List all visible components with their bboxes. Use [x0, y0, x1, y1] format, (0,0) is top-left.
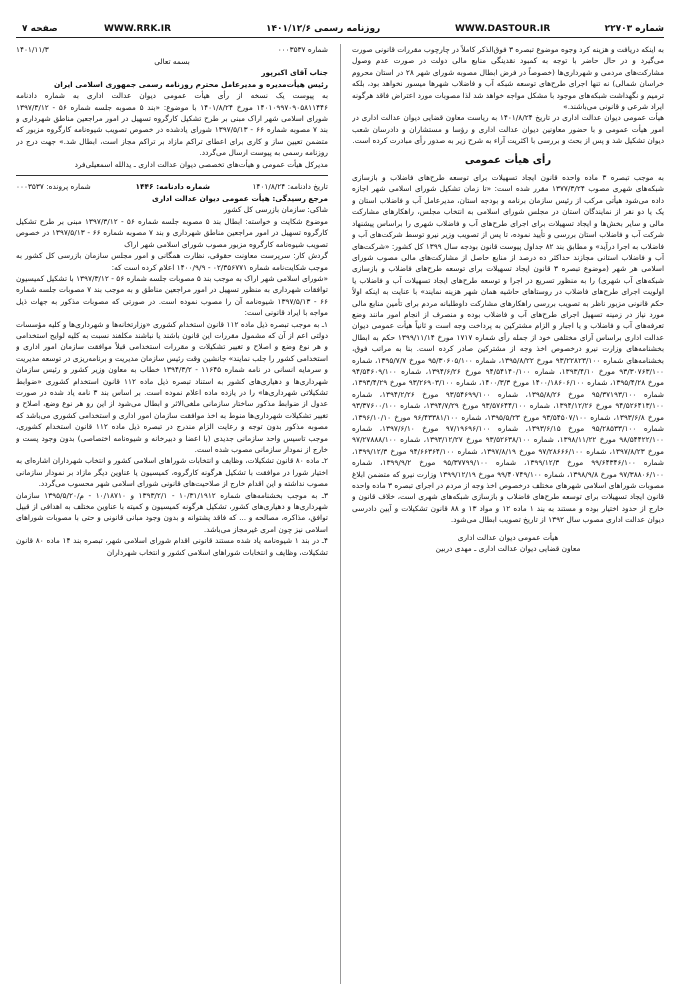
complaint-quote: «شورای اسلامی شهر اراک به موجب بند ۵ مصوبات جلسه شماره ۵۶ - ۱۳۹۷/۳/۱۲ با تشکیل کمیسیون توافقات شهرداری به منظور تسهیل در امور مراجعین مناطق و به موجب بند ۷ مصوبات جلسه شماره ۶۶ - ۱۳۹۷/۵/۱۳ شیوه‌نامه آن را مصوب نموده است. در صورتی که مصوبات مذکور به جهات ذیل مواجه با ایراد قانونی است: — [16, 273, 328, 318]
signature-body: هیأت عمومی دیوان عدالت اداری — [457, 532, 559, 542]
right-column — [352, 44, 664, 984]
signature-name: معاون قضایی دیوان عدالت اداری ـ مهدی دربین — [435, 544, 581, 554]
complaint-point-3: ۳ـ به موجب بخشنامه‌های شماره ۱۰/۳۱/۱۹۱۲ - ۱۳۹۳/۲/۱ و ۱۰/۱۸۷۱۰ - م/۱۳۹۵/۵/۲۰ سازمان شهرداری‌ها و دهیاری‌های کشور، تشکیل هرگونه کمیسیون و کمیته با عناوین مختلف به اهدافی از قبیل توافق، مذاکره، مصالحه و ... که فاقد پشتوانه و بدون وجود مبانی قانونی و حتی با مصوبات شوراهای اسلامی نیز چون امری غیرمجاز می‌باشد. — [16, 490, 328, 534]
letter-meta — [16, 44, 328, 56]
complaint-point-4: ۴ـ در بند ۱ شیوه‌نامه یاد شده مستند قانونی اقدام شورای اسلامی شهر، تبصره بند ۱۴ ماده ۸۰ قانون تشکیلات، وظایف و انتخابات شوراهای اسلامی کشور و انتخاب شهرداران — [16, 536, 328, 557]
proceedings: گردش کار: سرپرست معاونت حقوقی، نظارت همگانی و امور مجلس سازمان بازرسی کل کشور به موجب شکایت‌نامه شماره ۰۲/۳۵۶۷۷۱ - ۱۴۰۰/۹/۹ اعلام کرده است که: — [16, 251, 328, 272]
column-divider — [340, 44, 341, 984]
page-number: صفحه ۷ — [22, 24, 58, 34]
verdict-heading: رأی هیأت عمومی — [464, 154, 552, 166]
complaint-point-1: ۱ـ به موجب تبصره ذیل ماده ۱۱۲ قانون استخدام کشوری «وزارتخانه‌ها و شهرداری‌ها و کلیه مؤسسات دولتی اعم از آن که مشمول مقررات این قانون باشند یا نباشند مکلفند نسبت به کلیه لوایح استخدامی و هر نوع وضع و اصلاح و تغییر تشکیلات و مقررات استخدامی قبلاً موافقت سازمان امور اداری و استخدامی کشور را جلب نمایند» جانشین وقت رئیس سازمان مدیریت و برنامه‌ریزی در توسعه مدیریت و سرمایه انسانی در نامه شماره ۱۱۶۴۵ - ۱۳۹۴/۳/۲ خطاب به معاون وزیر کشور و رئیس سازمان شهرداری‌ها و دهیاری‌های کشور به استناد تبصره ذیل ماده ۱۱۲ قانون استخدام کشوری «ضوابط تشکیلاتی شهرداری‌ها» را در یازده ماده اعلام نموده است. بر اساس بند ۳ نامه یاد شده در صورت عدول از ضوابط مذکور ساختار سازمانی ملغی‌الاثر و ابطال می‌شود از این رو هر نوع وضع، اصلاح و تغییر تشکیلات شهرداری‌ها منوط به اخذ موافقت سازمان امور اداری و استخدامی کشوری می‌باشد که مصوبه مذکور بدون توجه و رعایت الزام مندرج در تبصره ذیل ماده ۱۱۲ قانون استخدام کشوری، موجب تاسیس واحد سازمانی جدیدی (با اعضا و دبیرخانه و شیوه‌نامه اختصاصی) بدون وجود پست و خارج از نمودار سازمانی مصوب شده است. — [16, 319, 328, 454]
addressee-title: رئیس هیأت‌مدیره و مدیرعامل محترم روزنامه رسمی جمهوری اسلامی ایران — [53, 79, 328, 89]
section-separator — [16, 175, 328, 176]
gazette-title-date: روزنامه رسمی ۱۴۰۱/۱۲/۶ — [266, 24, 381, 34]
authority: مرجع رسیدگی: هیأت عمومی دیوان عدالت اداری — [152, 194, 328, 204]
letter-signature: مدیرکل هیأت عمومی و هیأت‌های تخصصی دیوان عدالت اداری ـ یدالله اسمعیلی‌فرد — [74, 159, 328, 169]
subject: موضوع شکایت و خواسته: ابطال بند ۵ مصوبه جلسه شماره ۵۶ - ۱۳۹۷/۳/۱۲ مبنی بر طرح تشکیل کارگروه تسهیل در امور مراجعین مناطق شهرداری و بند ۷ مصوبه شماره ۶۶ - ۱۳۹۷/۵/۱۳ در خصوص تصویب شیوه‌نامه کارگروه مزبور مصوب شورای اسلامی شهر اراک — [16, 216, 328, 249]
case-meta — [16, 181, 328, 193]
complaint-point-2: ۲ـ ماده ۸۰ قانون تشکیلات، وظایف و انتخابات شوراهای اسلامی کشور و انتخاب شهرداران اشاره‌ای به اختیار شورا در موافقت با تشکیل هرگونه کارگروه، کمیسیون یا عناوین دیگر مازاد بر نمودار سازمانی مصوب نداشته و این اقدام خارج از صلاحیت‌های قانونی شورای اسلامی شهر محسوب می‌گردد. — [16, 456, 328, 489]
intro-paragraph: به اینکه دریافت و هزینه کرد وجوه موضوع تبصره ۳ فوق‌الذکر کاملاً در چارچوب مقررات قانونی صورت می‌گیرد و در حال حاضر با توجه به کمبود نقدینگی منابع مالی دولت در صورت عدم وصول مشارکت‌های مردمی و شهرداری‌ها (خصوصاً در فرض ابطال مصوبه شورای شهر ۲۸ در استان محروم خراسان شمالی) نه تنها اجرای طرح‌های توسعه شبکه آب و فاضلاب شهرها میسور نخواهد بود، بلکه ترمیم و نگهداشت شبکه‌های موجود با مشکل مواجه خواهد شد لذا مصوبات مورد اعتراض فاقد هرگونه ایراد شرعی و قانونی می‌باشند.» — [352, 45, 664, 112]
issue-number: شماره ۲۲۷۰۳ — [604, 24, 664, 34]
case-file: شماره پرونده: ۰۰۰۳۵۳۷ — [16, 182, 91, 192]
session-paragraph: هیأت عمومی دیوان عدالت اداری در تاریخ ۱۴۰۱/۸/۲۴ به ریاست معاون قضایی دیوان عدالت اداری در امور هیأت عمومی و با حضور معاونین دیوان عدالت اداری و رؤسا و مستشاران و دادرسان شعب دیوان تشکیل شد و پس از بحث و بررسی با اکثریت آراء به شرح زیر به صدور رأی مبادرت کرده است. — [352, 113, 664, 146]
verdict-paragraph: به موجب تبصره ۳ ماده واحده قانون ایجاد تسهیلات برای توسعه طرح‌های فاضلاب و بازسازی شبکه‌های شهری مصوب ۱۳۷۷/۳/۲۴ مقرر شده است: «تا زمان تشکیل شورای اسلامی شهر اجازه داده می‌شود هیأتی مرکب از رئیس سازمان برنامه و بودجه استان، مدیرعامل آب و فاضلاب استان و یک یا دو نفر از نمایندگان استان در مجلس شورای اسلامی به انتخاب مجلس، راهکارهای مشارکت مالی و سایر بخش‌ها و ایجاد تسهیلات برای اجرای طرح‌های آب و فاضلاب شهری را براساس پیشنهاد شرکت آب و فاضلاب استان بررسی و تأیید نموده، تا پس از تصویب وزیر نیرو توسط شرکت‌های آب و فاضلاب به اجرا درآید» و مطابق بند ۸۲ جداول پیوست قانون بودجه سال ۱۳۹۹ کل کشور: «شرکت‌های آب و فاضلاب استانی مجازند حداکثر ده درصد از منابع حاصل از مشارکت‌های مالی مصوب شورای اسلامی هر شهر (موضوع تبصره ۳ قانون ایجاد تسهیلات برای توسعه طرح‌های فاضلاب و بازسازی شبکه‌های آب شهری) را به منظور تسریع در اجرا و توسعه طرح‌های ایجاد تسهیلات آب و فاضلاب یا اولویت اجرای طرح‌های فاضلاب در روستاهای حاشیه همان شهر هزینه نمایند» با عنایت به اینکه اولاً حکم قانونی مزبور ناظر به تصویب بررسی راهکارهای مشارکت داوطلبانه مردم برای تأمین منابع مالی مورد نیاز در زمینه تسهیل اجرای طرح‌های آب و فاضلاب بوده و منصرف از انجام امور مانند وضع تعرفه‌های آب و فاضلاب و یا اجبار و الزام مشترکین به پرداخت وجه است و ثانیاً هیأت عمومی دیوان عدالت اداری براساس آرای مختلفی خود از جمله رأی شماره ۱۷۱۷ مورخ ۱۳۹۹/۱۱/۱۴ حکم به ابطال بخشنامه‌های وزارت نیرو درخصوص اخذ وجه از مشترکین صادر کرده است. بنا به مراتب فوق، بخشنامه‌های شماره ۹۳/۲۲۸۲۳/۱۰۰ مورخ ۱۳۹۵/۸/۲۲، شماره ۹۵/۳۰۶۰۵/۱۰۰ مورخ ۱۳۹۵/۷/۷، شماره ۹۳/۳۰۷۶۳/۱۰۰ مورخ ۱۳۹۳/۴/۱۰، شماره ۹۴/۵۴۱۴۰/۱۰۰ مورخ ۱۳۹۴/۶/۲۶، شماره ۹۴/۵۴۶۰۹/۱۰۰ مورخ ۱۳۹۵/۴/۲۸، شماره ۱۴۰۰/۱۸۶۰۶/۱۰۰ مورخ ۱۴۰۰/۳/۳، شماره ۹۳/۲۶۹۰۳/۱۰۰ مورخ ۱۳۹۳/۴/۲۹، شماره ۹۵/۳۷۱۹۳/۱۰۰ مورخ ۱۳۹۵/۸/۲۶، شماره ۹۳/۵۴۶۹۹/۱۰۰ مورخ ۱۳۹۴/۲/۲۶، شماره ۹۴/۵۲۶۴۱۳/۱۰۰ مورخ ۱۳۹۴/۱۲/۲۶، شماره ۹۳/۵۷۶۴۴/۱۰۰ مورخ ۱۳۹۴/۷/۲۹، شماره ۹۳/۳۷۶۰۰/۱۰۰ مورخ ۱۳۹۳/۶/۸، شماره ۹۳/۵۴۵۰۷/۱۰۰ مورخ ۱۳۹۵/۵/۲۳، شماره ۹۶/۴۳۳۸۱/۱۰۰ مورخ ۱۳۹۶/۱۰/۱۰، شماره ۹۵/۲۸۵۳۳/۱۰۰ مورخ ۱۳۹۳/۶/۱۵، شماره ۹۷/۱۹۶۹۶/۱۰۰ مورخ ۱۳۹۷/۶/۱۰، شماره ۹۸/۵۴۴۲۲/۱۰۰ مورخ ۱۳۹۸/۱۱/۲۲، شماره ۹۳/۵۲۶۳۸/۱۰۰ مورخ ۱۳۹۳/۱۲/۲۷، شماره ۹۷/۲۷۸۸۸/۱۰۰ مورخ ۱۳۹۷/۸/۲۳، شماره ۹۷/۲۸۶۶۶/۱۰۰ مورخ ۱۳۹۷/۸/۱۹، شماره ۹۴/۶۶۳۶۴/۱۰۰ مورخ ۱۳۹۹/۱۲/۳، شماره ۹۹/۶۴۳۴۶/۱۰۰ مورخ ۱۳۹۹/۱۲/۳، شماره ۹۵/۳۷۷۹۹/۱۰۰ مورخ ۱۳۹۹/۹/۲، شماره ۹۷/۳۸۸۰۶/۱۰۰ مورخ ۱۳۹۸/۹/۸، شماره ۹۹/۴۰۷۴۹/۱۰۰ مورخ ۱۳۹۹/۱۲/۱۹ وزارت نیرو که متضمن ابلاغ مصوبات شوراهای اسلامی شهرهای مختلف درخصوص اخذ وجه از مردم در اجرای تبصره ۳ ماده واحده قانون ایجاد تسهیلات برای توسعه طرح‌های فاضلاب و بازسازی شبکه‌های شهری است، خلاف قانون و خارج از حدود اختیار بوده و مستند به بند ۱ ماده ۱۲ و مواد ۱۳ و ۸۸ قانون تشکیلات و آیین دادرسی دیوان عدالت اداری مصوب سال ۱۳۹۲ از تاریخ تصویب ابطال می‌شود. — [352, 173, 664, 525]
letter-body: به پیوست یک نسخه از رأی هیأت عمومی دیوان عدالت اداری به شماره دادنامه ۱۴۰۱۰۹۹۷۰۹۰۵۸۱۱۴۴۶ مورخ ۱۴۰۱/۸/۲۴ با موضوع: «بند ۵ مصوبه جلسه شماره ۵۶ - ۱۳۹۷/۳/۱۲ شورای اسلامی شهر اراک مبنی بر طرح تشکیل کارگروه تسهیل در امور مراجعین مناطق شهرداری و بند ۷ مصوبه شماره ۶۶ - ۱۳۹۷/۵/۱۳ شورای یادشده در خصوص تصویب شیوه‌نامه کارگروه مزبور که متضمن تعیین ساز و کاری برای اعطای تراکم مازاد بر تراکم مجاز است، ابطال شد.» جهت درج در روزنامه رسمی به پیوست ارسال می‌گردد. — [16, 91, 328, 158]
page-header — [0, 0, 680, 40]
letter-date: ۱۴۰۱/۱۱/۳ — [16, 45, 49, 54]
letter-number: شماره ۰۰۰۳۵۳۷ — [277, 45, 328, 54]
case-date: تاریخ دادنامه: ۱۴۰۱/۸/۲۴ — [252, 182, 328, 192]
addressee: جناب آقای اکبرپور — [261, 68, 328, 78]
left-column — [16, 44, 328, 984]
plaintiff: شاکی: سازمان بازرسی کل کشور — [223, 205, 328, 215]
bismillah: بسمه تعالی — [154, 57, 190, 66]
rrk-site-link[interactable]: WWW.RRK.IR — [104, 24, 171, 34]
header-rule — [16, 37, 664, 38]
dastour-site-link[interactable]: WWW.DASTOUR.IR — [455, 24, 551, 34]
case-number: شماره دادنامه: ۱۴۴۶ — [135, 182, 210, 192]
